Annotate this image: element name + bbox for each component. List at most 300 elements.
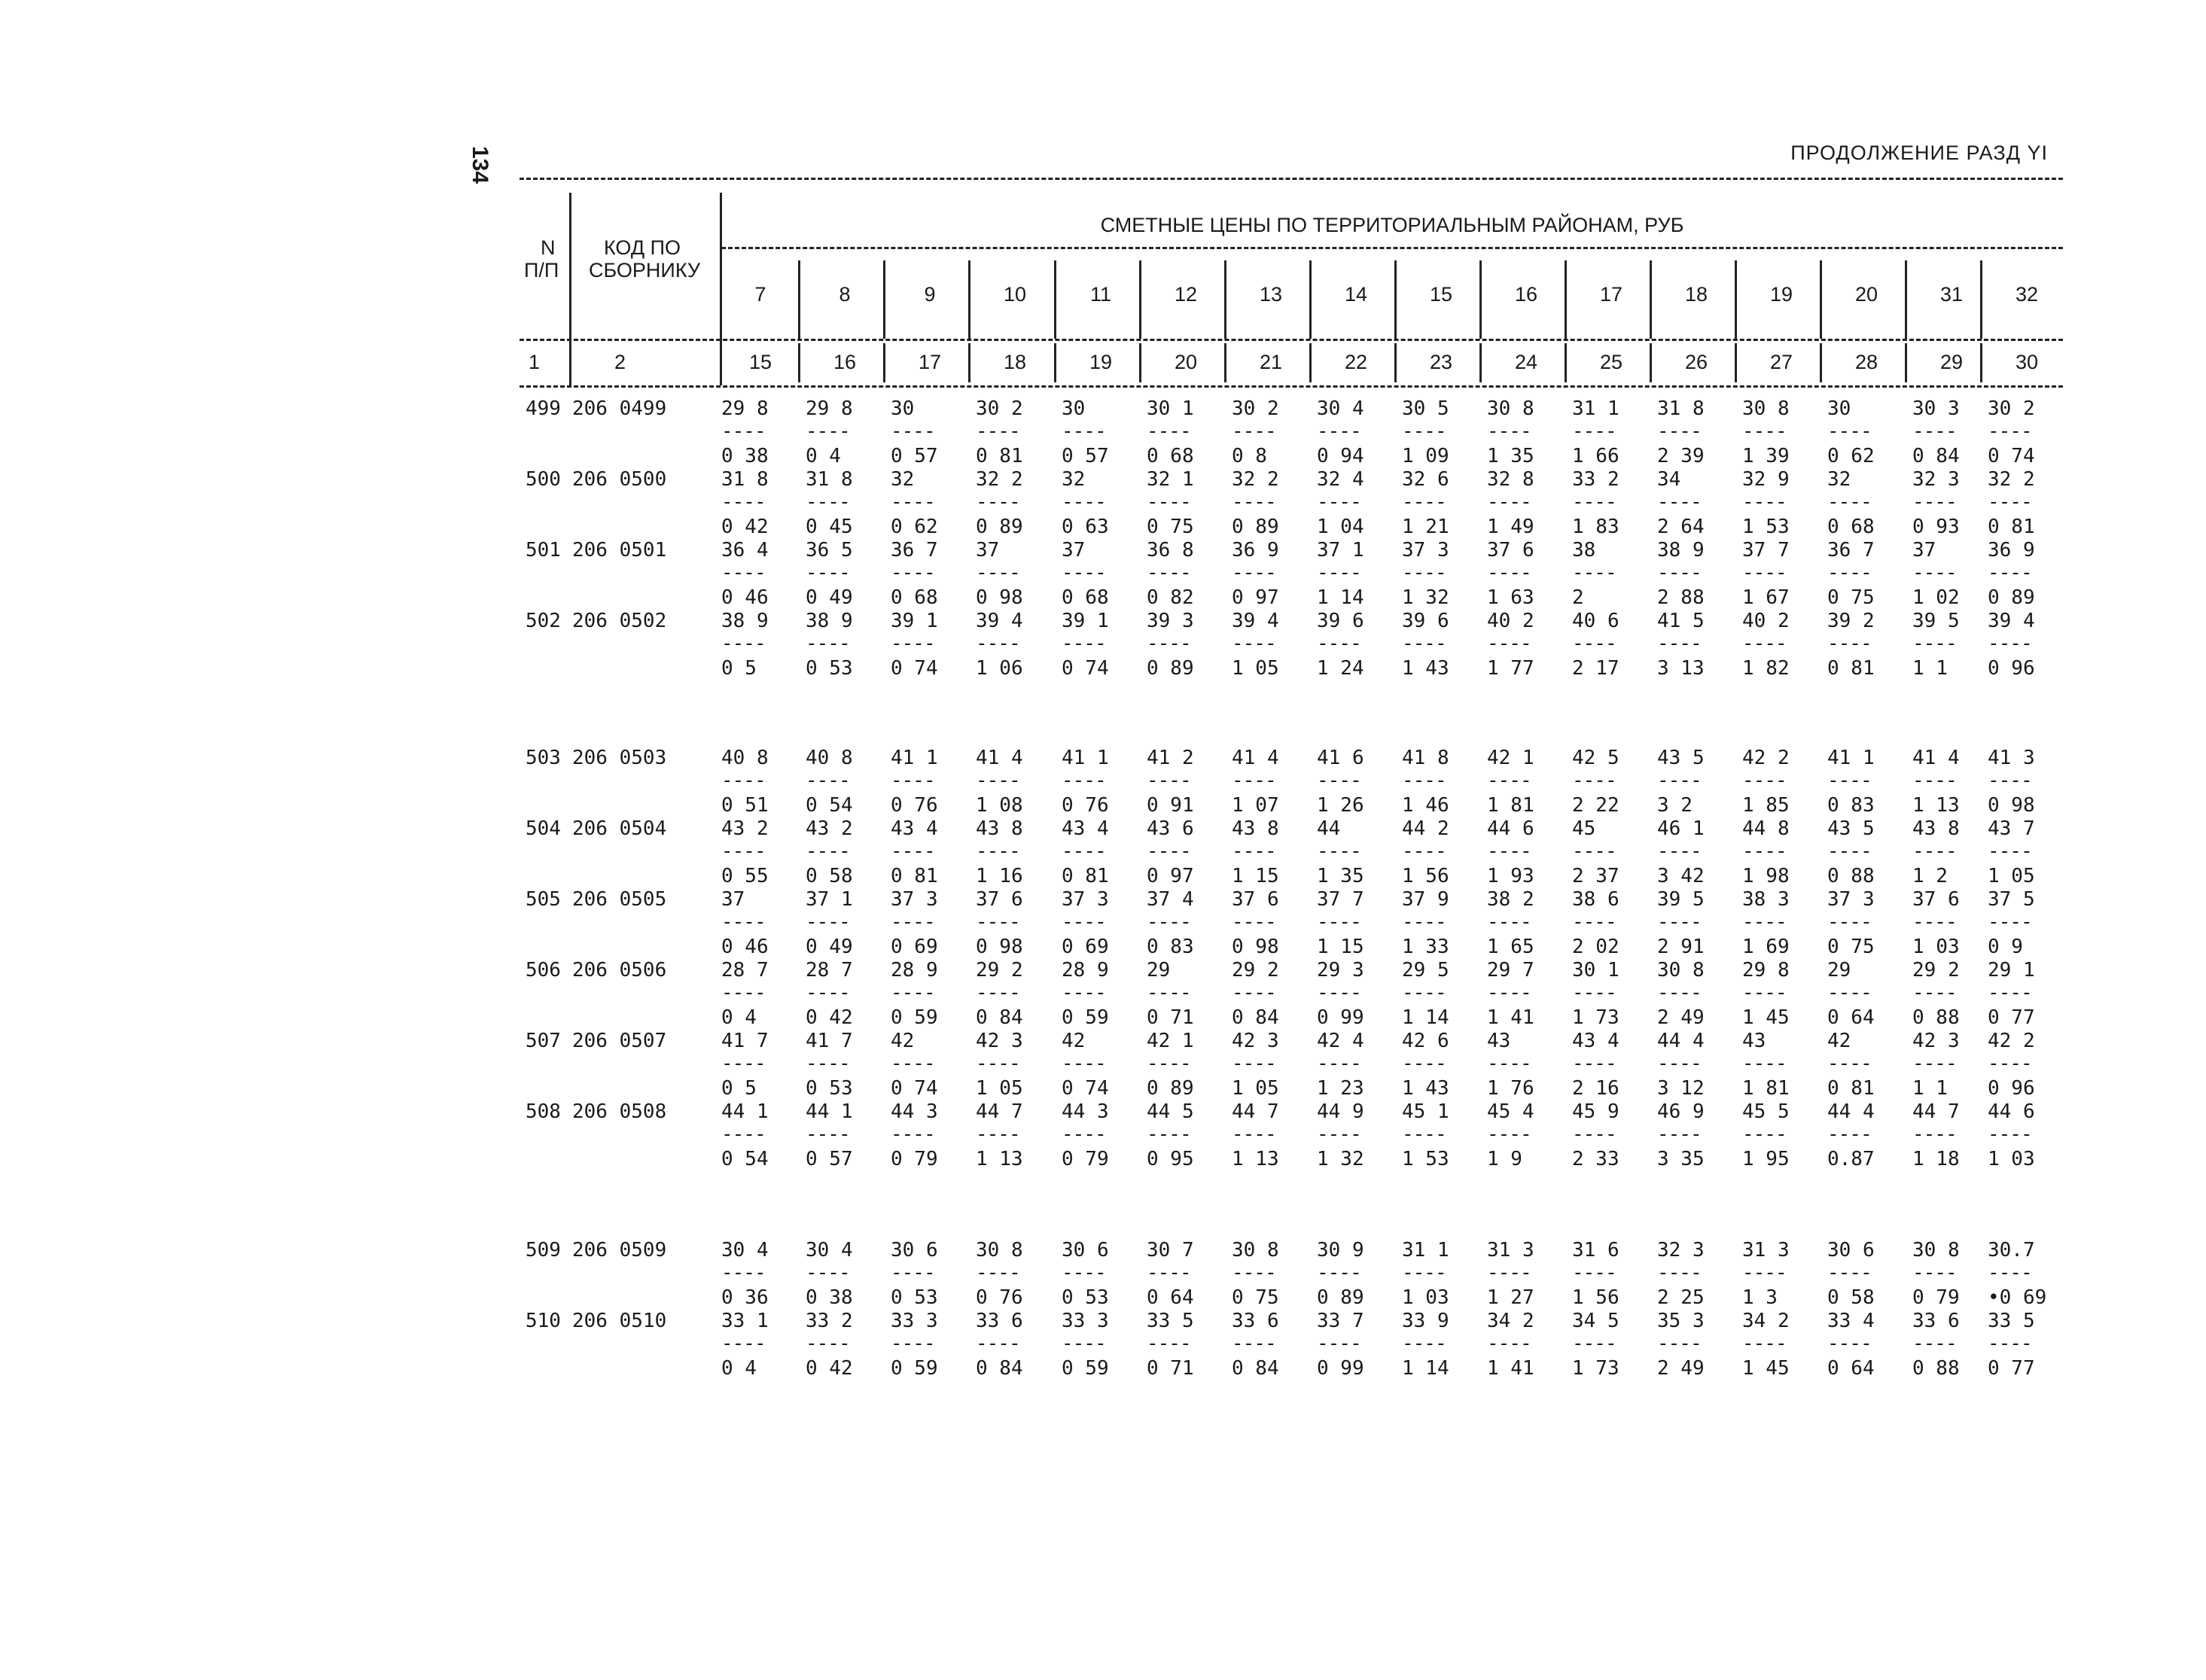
- column-divider: [1309, 343, 1312, 382]
- fraction-separator: ----: [1317, 1123, 1361, 1146]
- price-value: 30 2: [1232, 397, 1279, 420]
- fraction-separator: ----: [891, 1052, 935, 1075]
- column-number: 16: [833, 351, 857, 373]
- sub-value: 0 75: [1827, 936, 1875, 958]
- price-value: 45 4: [1487, 1100, 1534, 1123]
- fraction-separator: ----: [1232, 769, 1276, 792]
- fraction-separator: ----: [976, 911, 1020, 933]
- sub-value: 1 33: [1402, 936, 1449, 958]
- sub-value: 2 02: [1572, 936, 1619, 958]
- item-code: 206 0500: [572, 468, 667, 491]
- price-value: 30 6: [1827, 1239, 1875, 1262]
- district-number: 20: [1854, 283, 1878, 306]
- fraction-separator: ----: [891, 982, 935, 1004]
- sub-value: 1 49: [1487, 516, 1534, 538]
- price-value: 37: [976, 539, 1000, 562]
- price-value: 39 5: [1912, 610, 1960, 632]
- fraction-separator: ----: [976, 1332, 1020, 1355]
- price-value: 31 8: [721, 468, 769, 491]
- price-value: 40 6: [1572, 610, 1619, 632]
- price-value: 36 7: [1827, 539, 1875, 562]
- fraction-separator: ----: [1988, 1123, 2032, 1146]
- fraction-separator: ----: [1742, 632, 1787, 655]
- sub-value: 0 42: [806, 1006, 853, 1029]
- fraction-separator: ----: [721, 1332, 766, 1355]
- sub-value: 1 98: [1742, 865, 1790, 887]
- item-code: 206 0499: [572, 397, 667, 420]
- sub-value: 1 81: [1487, 794, 1534, 817]
- price-value: 41 2: [1147, 747, 1194, 769]
- row-number: 504: [526, 817, 561, 840]
- district-number: 31: [1939, 283, 1964, 306]
- fraction-separator: ----: [1487, 840, 1531, 863]
- price-value: 37 6: [1232, 888, 1279, 911]
- column-divider: [720, 260, 722, 339]
- fraction-separator: ----: [891, 1332, 935, 1355]
- price-value: 34 2: [1742, 1310, 1790, 1332]
- price-value: 32 6: [1402, 468, 1449, 491]
- column-divider: [1054, 260, 1056, 339]
- price-value: 42 3: [1912, 1030, 1960, 1052]
- price-value: 39 4: [976, 610, 1023, 632]
- sub-value: 1 95: [1742, 1148, 1790, 1170]
- fraction-separator: ----: [1402, 1262, 1446, 1284]
- fraction-separator: ----: [1147, 491, 1191, 513]
- fraction-separator: ----: [1572, 420, 1616, 443]
- column-divider: [1565, 260, 1567, 339]
- sub-value: 0 89: [1147, 657, 1194, 680]
- column-number: 17: [918, 351, 942, 373]
- sub-value: 1 05: [1232, 657, 1279, 680]
- price-value: 33 4: [1827, 1310, 1875, 1332]
- fraction-separator: ----: [1572, 632, 1616, 655]
- sub-value: 0 98: [976, 586, 1023, 609]
- fraction-separator: ----: [1232, 911, 1276, 933]
- sub-value: 0 95: [1147, 1148, 1194, 1170]
- price-value: 44 7: [1912, 1100, 1960, 1123]
- fraction-separator: ----: [1062, 562, 1106, 584]
- fraction-separator: ----: [1742, 1052, 1787, 1075]
- fraction-separator: ----: [1487, 1332, 1531, 1355]
- price-value: 43: [1487, 1030, 1511, 1052]
- price-value: 42 3: [976, 1030, 1023, 1052]
- price-value: 30.7: [1988, 1239, 2035, 1262]
- price-value: 29: [1827, 959, 1851, 982]
- fraction-separator: ----: [976, 632, 1020, 655]
- fraction-separator: ----: [806, 840, 850, 863]
- column-number: 29: [1939, 351, 1964, 373]
- fraction-separator: ----: [1232, 632, 1276, 655]
- price-value: 30 1: [1572, 959, 1619, 982]
- price-value: 42 4: [1317, 1030, 1364, 1052]
- price-value: 29 7: [1487, 959, 1534, 982]
- header-district-rule: [520, 339, 2063, 341]
- price-value: 33 6: [976, 1310, 1023, 1332]
- sub-value: 0 69: [891, 936, 938, 958]
- price-value: 39 4: [1232, 610, 1279, 632]
- sub-value: 0 74: [1062, 1077, 1109, 1100]
- fraction-separator: ----: [1912, 1123, 1957, 1146]
- sub-value: 0 59: [891, 1006, 938, 1029]
- sub-value: 0 96: [1988, 657, 2035, 680]
- price-value: 38 3: [1742, 888, 1790, 911]
- price-value: 28 7: [806, 959, 853, 982]
- sub-value: 0 76: [891, 794, 938, 817]
- price-value: 43 4: [1062, 817, 1109, 840]
- fraction-separator: ----: [1742, 911, 1787, 933]
- district-number: 16: [1514, 283, 1538, 306]
- fraction-separator: ----: [1062, 1262, 1106, 1284]
- sub-value: 1 03: [1402, 1286, 1449, 1309]
- item-code: 206 0504: [572, 817, 667, 840]
- sub-value: 1 9: [1487, 1148, 1522, 1170]
- fraction-separator: ----: [1232, 982, 1276, 1004]
- column-divider: [1820, 343, 1822, 382]
- sub-value: 0 5: [721, 1077, 757, 1100]
- fraction-separator: ----: [1827, 1262, 1872, 1284]
- fraction-separator: ----: [1317, 491, 1361, 513]
- price-value: 41 4: [1912, 747, 1960, 769]
- price-value: 45 5: [1742, 1100, 1790, 1123]
- fraction-separator: ----: [891, 1262, 935, 1284]
- fraction-separator: ----: [1317, 1332, 1361, 1355]
- fraction-separator: ----: [1912, 769, 1957, 792]
- sub-value: 0 93: [1912, 516, 1960, 538]
- price-value: 29 3: [1317, 959, 1364, 982]
- price-value: 42 5: [1572, 747, 1619, 769]
- price-value: 43 4: [891, 817, 938, 840]
- price-value: 42: [1062, 1030, 1086, 1052]
- price-value: 37: [1912, 539, 1936, 562]
- column-divider: [883, 260, 885, 339]
- sub-value: 0 62: [891, 516, 938, 538]
- item-code: 206 0510: [572, 1310, 667, 1332]
- price-value: 36 7: [891, 539, 938, 562]
- fraction-separator: ----: [1827, 1123, 1872, 1146]
- fraction-separator: ----: [1988, 1052, 2032, 1075]
- fraction-separator: ----: [721, 1052, 766, 1075]
- price-value: 32 3: [1657, 1239, 1705, 1262]
- column-divider: [798, 260, 800, 339]
- price-value: 37 3: [1402, 539, 1449, 562]
- sub-value: 0 42: [806, 1357, 853, 1380]
- fraction-separator: ----: [976, 769, 1020, 792]
- fraction-separator: ----: [1657, 769, 1702, 792]
- sub-value: 1 53: [1742, 516, 1790, 538]
- fraction-separator: ----: [1657, 420, 1702, 443]
- price-value: 32: [1062, 468, 1086, 491]
- price-value: 39 5: [1657, 888, 1705, 911]
- sub-value: 0 59: [1062, 1357, 1109, 1380]
- sub-value: 0 84: [1232, 1006, 1279, 1029]
- price-value: 42 2: [1742, 747, 1790, 769]
- fraction-separator: ----: [1742, 1332, 1787, 1355]
- price-value: 41 4: [1232, 747, 1279, 769]
- column-divider: [968, 343, 970, 382]
- price-value: 30 5: [1402, 397, 1449, 420]
- fraction-separator: ----: [1657, 982, 1702, 1004]
- column-number: 22: [1344, 351, 1368, 373]
- sub-value: 1 43: [1402, 657, 1449, 680]
- price-value: 33 9: [1402, 1310, 1449, 1332]
- sub-value: 1 73: [1572, 1006, 1619, 1029]
- sub-value: 0 68: [891, 586, 938, 609]
- fraction-separator: ----: [1147, 1123, 1191, 1146]
- item-code: 206 0505: [572, 888, 667, 911]
- fraction-separator: ----: [1657, 1262, 1702, 1284]
- sub-value: 0 98: [976, 936, 1023, 958]
- sub-value: 1 41: [1487, 1357, 1534, 1380]
- row-number: 507: [526, 1030, 561, 1052]
- price-value: 32 4: [1317, 468, 1364, 491]
- fraction-separator: ----: [1487, 982, 1531, 1004]
- district-number: 14: [1344, 283, 1368, 306]
- price-value: 29: [1147, 959, 1171, 982]
- fraction-separator: ----: [1402, 1052, 1446, 1075]
- sub-value: 0 75: [1147, 516, 1194, 538]
- fraction-separator: ----: [1572, 491, 1616, 513]
- fraction-separator: ----: [1827, 1332, 1872, 1355]
- fraction-separator: ----: [1988, 491, 2032, 513]
- sub-value: 0 53: [806, 1077, 853, 1100]
- price-value: 38 9: [721, 610, 769, 632]
- sub-value: 0 57: [1062, 445, 1109, 467]
- price-value: 29 5: [1402, 959, 1449, 982]
- item-code: 206 0501: [572, 539, 667, 562]
- sub-value: 1 13: [976, 1148, 1023, 1170]
- price-value: 43 8: [976, 817, 1023, 840]
- price-value: 30 4: [806, 1239, 853, 1262]
- price-value: 41 1: [1827, 747, 1875, 769]
- price-value: 39 1: [1062, 610, 1109, 632]
- price-value: 44 1: [721, 1100, 769, 1123]
- fraction-separator: ----: [1988, 911, 2032, 933]
- district-number: 11: [1089, 283, 1112, 306]
- sub-value: 0 89: [1147, 1077, 1194, 1100]
- price-value: 35 3: [1657, 1310, 1705, 1332]
- fraction-separator: ----: [976, 491, 1020, 513]
- price-value: 39 3: [1147, 610, 1194, 632]
- price-value: 30 8: [1657, 959, 1705, 982]
- price-value: 44 9: [1317, 1100, 1364, 1123]
- column-divider: [1394, 343, 1397, 382]
- price-value: 44 2: [1402, 817, 1449, 840]
- sub-value: 1 32: [1317, 1148, 1364, 1170]
- price-value: 30 8: [1232, 1239, 1279, 1262]
- price-value: 37 4: [1147, 888, 1194, 911]
- row-number: 508: [526, 1100, 561, 1123]
- sub-value: 0 38: [806, 1286, 853, 1309]
- price-value: 37 3: [1062, 888, 1109, 911]
- sub-value: 2 49: [1657, 1006, 1705, 1029]
- price-value: 43 2: [721, 817, 769, 840]
- price-value: 33 1: [721, 1310, 769, 1332]
- fraction-separator: ----: [1827, 562, 1872, 584]
- sub-value: 0 57: [806, 1148, 853, 1170]
- fraction-separator: ----: [806, 562, 850, 584]
- header-code-label-1: КОД ПО: [604, 236, 681, 259]
- sub-value: 0 99: [1317, 1006, 1364, 1029]
- sub-value: 0 96: [1988, 1077, 2035, 1100]
- header-code-label-2: СБОРНИКУ: [589, 259, 701, 282]
- price-value: 29 8: [806, 397, 853, 420]
- column-number: 23: [1429, 351, 1453, 373]
- sub-value: 0 94: [1317, 445, 1364, 467]
- sub-value: 0 49: [806, 936, 853, 958]
- price-value: 37 1: [1317, 539, 1364, 562]
- sub-value: 0 81: [1062, 865, 1109, 887]
- row-number: 509: [526, 1239, 561, 1262]
- fraction-separator: ----: [721, 982, 766, 1004]
- column-divider: [798, 343, 800, 382]
- fraction-separator: ----: [1147, 420, 1191, 443]
- price-value: 30: [891, 397, 915, 420]
- sub-value: 0 83: [1147, 936, 1194, 958]
- price-value: 32: [891, 468, 915, 491]
- sub-value: 0 59: [891, 1357, 938, 1380]
- fraction-separator: ----: [976, 840, 1020, 863]
- price-value: 30 3: [1912, 397, 1960, 420]
- price-value: 33 3: [891, 1310, 938, 1332]
- sub-value: 1 3: [1742, 1286, 1778, 1309]
- fraction-separator: ----: [1062, 840, 1106, 863]
- sub-value: 0 88: [1912, 1006, 1960, 1029]
- fraction-separator: ----: [721, 911, 766, 933]
- column-number: 15: [748, 351, 772, 373]
- fraction-separator: ----: [1487, 1262, 1531, 1284]
- price-value: 38 6: [1572, 888, 1619, 911]
- fraction-separator: ----: [1402, 840, 1446, 863]
- column-divider: [1735, 343, 1737, 382]
- district-number: 8: [839, 283, 851, 306]
- price-value: 30 8: [1912, 1239, 1960, 1262]
- sub-value: 0 89: [1232, 516, 1279, 538]
- sub-value: 1 56: [1402, 865, 1449, 887]
- fraction-separator: ----: [1232, 840, 1276, 863]
- price-value: 41 7: [721, 1030, 769, 1052]
- sub-value: 1 85: [1742, 794, 1790, 817]
- fraction-separator: ----: [1742, 1262, 1787, 1284]
- price-value: 45: [1572, 817, 1596, 840]
- price-value: 45 9: [1572, 1100, 1619, 1123]
- price-value: 29 2: [1912, 959, 1960, 982]
- price-value: 29 8: [1742, 959, 1790, 982]
- fraction-separator: ----: [1657, 1052, 1702, 1075]
- sub-value: 0 77: [1988, 1357, 2035, 1380]
- price-value: 37 6: [1912, 888, 1960, 911]
- price-value: 32 2: [1988, 468, 2035, 491]
- sub-value: 0 76: [1062, 794, 1109, 817]
- price-value: 37 6: [1487, 539, 1534, 562]
- fraction-separator: ----: [721, 769, 766, 792]
- fraction-separator: ----: [1827, 982, 1872, 1004]
- sub-value: 0 45: [806, 516, 853, 538]
- sub-value: 1 03: [1912, 936, 1960, 958]
- price-value: 46 9: [1657, 1100, 1705, 1123]
- sub-value: 3 12: [1657, 1077, 1705, 1100]
- fraction-separator: ----: [1147, 632, 1191, 655]
- sub-value: 1 16: [976, 865, 1023, 887]
- fraction-separator: ----: [1742, 491, 1787, 513]
- price-value: 41 1: [891, 747, 938, 769]
- sub-value: 1 67: [1742, 586, 1790, 609]
- sub-value: 0 74: [1062, 657, 1109, 680]
- price-value: 29 2: [1232, 959, 1279, 982]
- item-code: 206 0503: [572, 747, 667, 769]
- sub-value: 0 76: [976, 1286, 1023, 1309]
- row-number: 502: [526, 610, 561, 632]
- fraction-separator: ----: [1742, 420, 1787, 443]
- fraction-separator: ----: [1742, 982, 1787, 1004]
- sub-value: 0 4: [806, 445, 841, 467]
- sub-value: 1 05: [976, 1077, 1023, 1100]
- price-value: 37 3: [891, 888, 938, 911]
- price-value: 41 1: [1062, 747, 1109, 769]
- district-number: 10: [1003, 283, 1027, 306]
- sub-value: 1 14: [1402, 1006, 1449, 1029]
- price-value: 43 4: [1572, 1030, 1619, 1052]
- fraction-separator: ----: [1742, 769, 1787, 792]
- price-value: 42 1: [1487, 747, 1534, 769]
- fraction-separator: ----: [1317, 769, 1361, 792]
- fraction-separator: ----: [806, 632, 850, 655]
- price-value: 32: [1827, 468, 1851, 491]
- column-divider: [1735, 260, 1737, 339]
- price-value: 31 8: [1657, 397, 1705, 420]
- price-value: 32 8: [1487, 468, 1534, 491]
- price-value: 37 7: [1742, 539, 1790, 562]
- column-number: 19: [1089, 351, 1113, 373]
- fraction-separator: ----: [976, 1262, 1020, 1284]
- fraction-separator: ----: [1402, 491, 1446, 513]
- sub-value: 2 88: [1657, 586, 1705, 609]
- price-value: 43: [1742, 1030, 1766, 1052]
- price-value: 38 9: [806, 610, 853, 632]
- sub-value: 0 55: [721, 865, 769, 887]
- price-value: 30 7: [1147, 1239, 1194, 1262]
- district-number: 13: [1259, 283, 1283, 306]
- price-value: 43 6: [1147, 817, 1194, 840]
- price-value: 40 8: [806, 747, 853, 769]
- column-number: 27: [1769, 351, 1793, 373]
- sub-value: 1 2: [1912, 865, 1948, 887]
- fraction-separator: ----: [806, 1123, 850, 1146]
- sub-value: 3 2: [1657, 794, 1693, 817]
- sub-value: 0 64: [1827, 1357, 1875, 1380]
- fraction-separator: ----: [806, 911, 850, 933]
- column-divider: [1139, 343, 1141, 382]
- fraction-separator: ----: [806, 1332, 850, 1355]
- sub-value: 1 35: [1487, 445, 1534, 467]
- fraction-separator: ----: [1232, 420, 1276, 443]
- sub-value: 0 81: [1827, 1077, 1875, 1100]
- sub-value: 0 71: [1147, 1357, 1194, 1380]
- fraction-separator: ----: [1912, 911, 1957, 933]
- price-value: 44 5: [1147, 1100, 1194, 1123]
- price-value: 37: [721, 888, 745, 911]
- fraction-separator: ----: [1402, 562, 1446, 584]
- sub-value: 0 74: [891, 657, 938, 680]
- sub-value: 0 81: [891, 865, 938, 887]
- sub-value: 0 84: [1232, 1357, 1279, 1380]
- price-value: 39 1: [891, 610, 938, 632]
- fraction-separator: ----: [976, 1123, 1020, 1146]
- fraction-separator: ----: [806, 1262, 850, 1284]
- price-value: 43 2: [806, 817, 853, 840]
- fraction-separator: ----: [1317, 840, 1361, 863]
- sub-value: 0 89: [976, 516, 1023, 538]
- price-value: 30: [1062, 397, 1086, 420]
